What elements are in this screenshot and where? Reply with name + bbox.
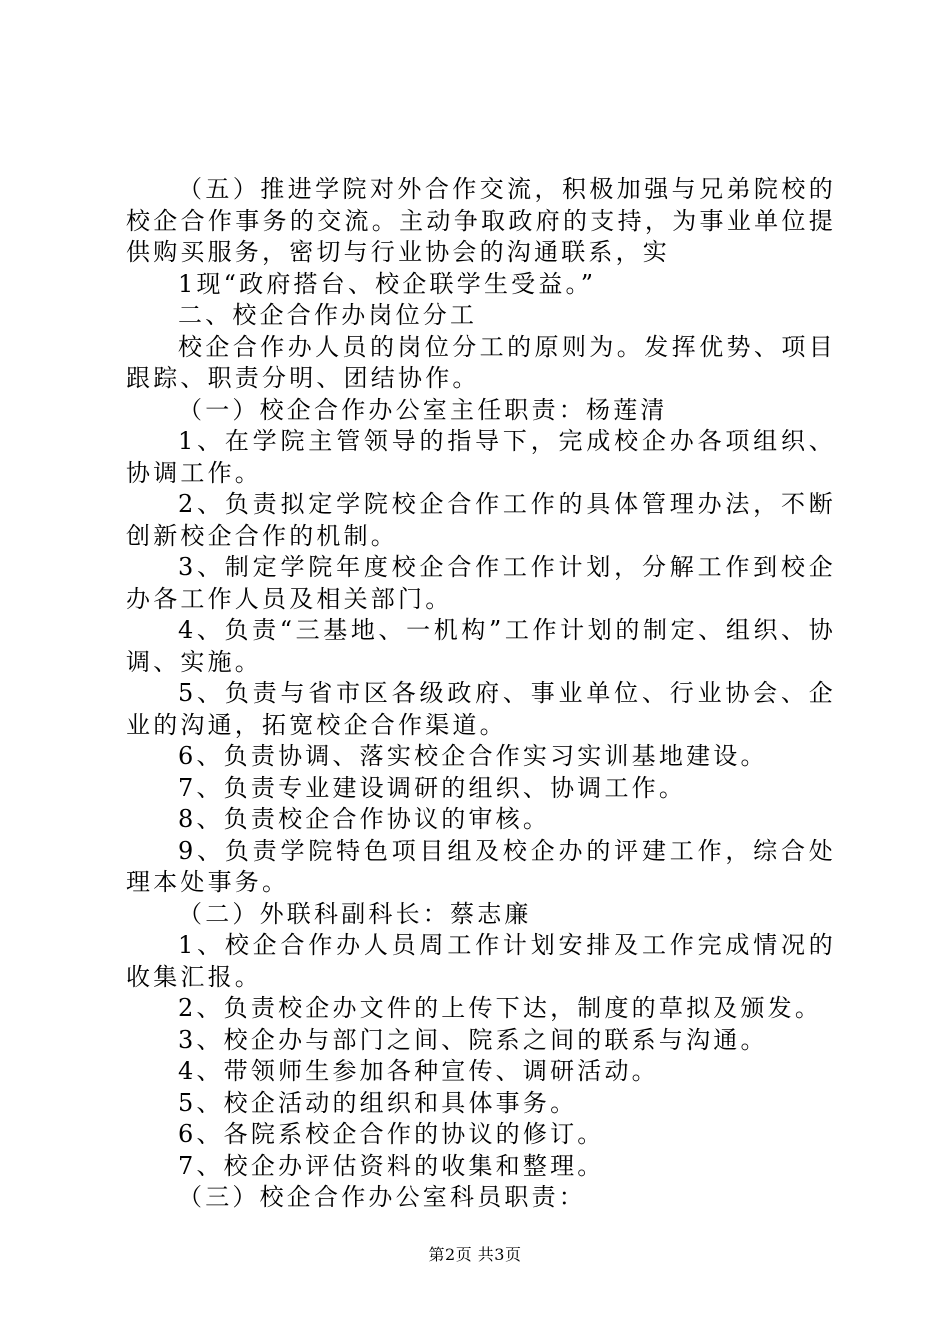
deputy-duty-5: 5、校企活动的组织和具体事务。 [178,1088,578,1117]
deputy-duty-1: 1、校企合作办人员周工作计划安排及工作完成情况的收集汇报。 [126,931,836,991]
paragraph-section-5: （五）推进学院对外合作交流，积极加强与兄弟院校的校企合作事务的交流。主动争取政府的支持，为事业单位提供购买服务，密切与行业协会的沟通联系，实 [126,175,836,266]
director-duty-6: 6、负责协调、落实校企合作实习实训基地建设。 [178,742,768,770]
deputy-duty-7: 7、校企办评估资料的收集和整理。 [178,1151,605,1180]
heading-job-division: 二、校企合作办岗位分工 [178,301,478,329]
deputy-duty-6: 6、各院系校企合作的协议的修订。 [178,1120,605,1148]
director-duty-8: 8、负责校企合作协议的审核。 [178,805,551,833]
deputy-duty-2: 2、负责校企办文件的上传下达，制度的草拟及颁发。 [178,994,823,1022]
director-duty-1: 1、在学院主管领导的指导下，完成校企办各项组织、协调工作。 [126,427,836,487]
paragraph-division-principle: 校企合作办人员的岗位分工的原则为。发挥优势、项目跟踪、职责分明、团结协作。 [126,332,836,392]
director-duty-7: 7、负责专业建设调研的组织、协调工作。 [178,773,687,802]
director-duty-5: 5、负责与省市区各级政府、事业单位、行业协会、企业的沟通，拓宽校企合作渠道。 [126,679,836,739]
heading-deputy-chief-duties: （二）外联科副科长：蔡志廉 [178,899,532,928]
director-duty-3: 3、制定学院年度校企合作工作计划，分解工作到校企办各工作人员及相关部门。 [126,553,836,613]
director-duty-9: 9、负责学院特色项目组及校企办的评建工作，综合处理本处事务。 [126,836,836,896]
heading-director-duties: （一）校企合作办公室主任职责：杨莲清 [178,395,668,424]
deputy-duty-3: 3、校企办与部门之间、院系之间的联系与沟通。 [178,1025,768,1054]
heading-clerk-duties: （三）校企合作办公室科员职责： [178,1183,586,1211]
deputy-duty-4: 4、带领师生参加各种宣传、调研活动。 [178,1057,659,1085]
paragraph-section-5-continued: 1现“政府搭台、校企联学生受益。” [178,269,597,298]
director-duty-4: 4、负责“三基地、一机构”工作计划的制定、组织、协调、实施。 [126,616,836,676]
director-duty-2: 2、负责拟定学院校企合作工作的具体管理办法，不断创新校企合作的机制。 [126,490,836,550]
page-number-footer: 第2页 共3页 [428,1245,522,1264]
document-body [126,174,836,1214]
